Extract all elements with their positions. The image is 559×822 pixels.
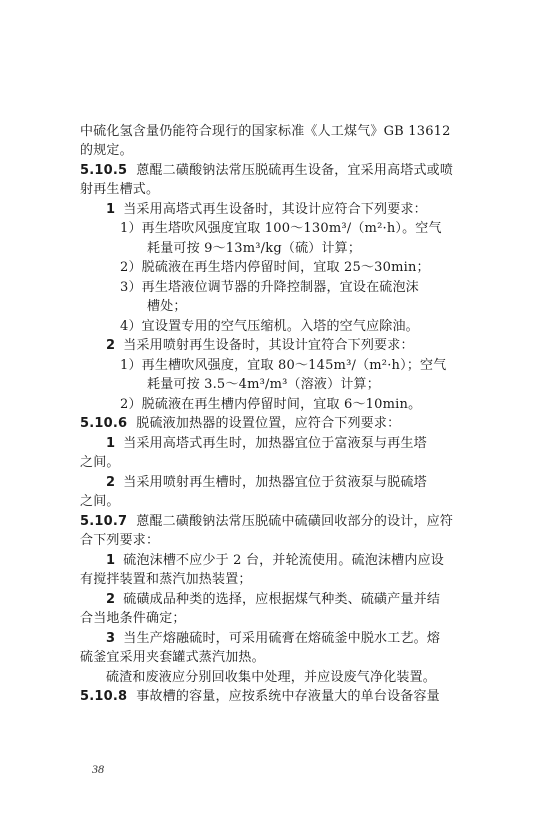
item-line: 1 当采用高塔式再生时，加热器宜位于富液泵与再生塔: [106, 436, 427, 451]
text-line: 之间。: [80, 494, 120, 509]
section-number: 5.10.7: [80, 514, 128, 529]
subitem-line: 1）再生槽吹风强度，宜取 80～145m³/（m²·h）；空气: [120, 358, 447, 373]
text-line: 合下列要求：: [80, 533, 160, 548]
section-line: 5.10.5 蒽醌二磺酸钠法常压脱硫再生设备，宜采用高塔式或喷: [80, 163, 454, 178]
item-line: 2 当采用喷射再生设备时，其设计宜符合下列要求：: [106, 338, 414, 353]
item-line: 1 硫泡沫槽不应少于 2 台，并轮流使用。硫泡沫槽内应设: [106, 553, 444, 568]
item-line: 1 当采用高塔式再生设备时，其设计应符合下列要求：: [106, 202, 427, 217]
item-number: 2: [106, 475, 116, 490]
section-number: 5.10.6: [80, 416, 128, 431]
text-line: 耗量可按 9～13m³/kg（硫）计算；: [147, 241, 362, 256]
item-number: 1: [106, 553, 116, 568]
item-number: 2: [106, 592, 116, 607]
item-line: 3 当生产熔融硫时，可采用硫膏在熔硫釜中脱水工艺。熔: [106, 631, 441, 646]
text-line: 的规定。: [80, 143, 133, 158]
item-line: 2 硫磺成品种类的选择，应根据煤气种类、硫磺产量并结: [106, 592, 441, 607]
item-number: 3: [106, 631, 116, 646]
section-line: 5.10.7 蒽醌二磺酸钠法常压脱硫中硫磺回收部分的设计，应符: [80, 514, 454, 529]
subitem-line: 1）再生塔吹风强度宜取 100～130m³/（m²·h）。空气: [120, 221, 442, 236]
item-number: 1: [106, 436, 116, 451]
subitem-line: 2）脱硫液在再生塔内停留时间，宜取 25～30min；: [120, 260, 430, 275]
text-line: 中硫化氢含量仍能符合现行的国家标准《人工煤气》GB 13612: [80, 124, 451, 139]
subitem-line: 3）再生塔液位调节器的升降控制器，宜设在硫泡沫: [120, 280, 419, 295]
page-number: 38: [92, 762, 104, 776]
section-line: 5.10.8 事故槽的容量，应按系统中存液量大的单台设备容量: [80, 689, 440, 704]
section-line: 5.10.6 脱硫液加热器的设置位置，应符合下列要求：: [80, 416, 401, 431]
item-number: 2: [106, 338, 116, 353]
text-line: 硫渣和废液应分别回收集中处理，并应设废气净化装置。: [106, 670, 437, 685]
text-line: 耗量可按 3.5～4m³/m³（溶液）计算；: [147, 377, 380, 392]
text-line: 硫釜宜采用夹套罐式蒸汽加热。: [80, 650, 265, 665]
subitem-line: 4）宜设置专用的空气压缩机。入塔的空气应除油。: [120, 319, 419, 334]
text-line: 合当地条件确定；: [80, 611, 186, 626]
section-number: 5.10.5: [80, 163, 128, 178]
subitem-line: 2）脱硫液在再生槽内停留时间，宜取 6～10min。: [120, 397, 422, 412]
text-line: 槽处；: [147, 299, 187, 314]
text-line: 之间。: [80, 455, 120, 470]
item-number: 1: [106, 202, 116, 217]
section-number: 5.10.8: [80, 689, 128, 704]
text-line: 有搅拌装置和蒸汽加热装置；: [80, 572, 252, 587]
text-line: 射再生槽式。: [80, 182, 160, 197]
item-line: 2 当采用喷射再生槽时，加热器宜位于贫液泵与脱硫塔: [106, 475, 427, 490]
